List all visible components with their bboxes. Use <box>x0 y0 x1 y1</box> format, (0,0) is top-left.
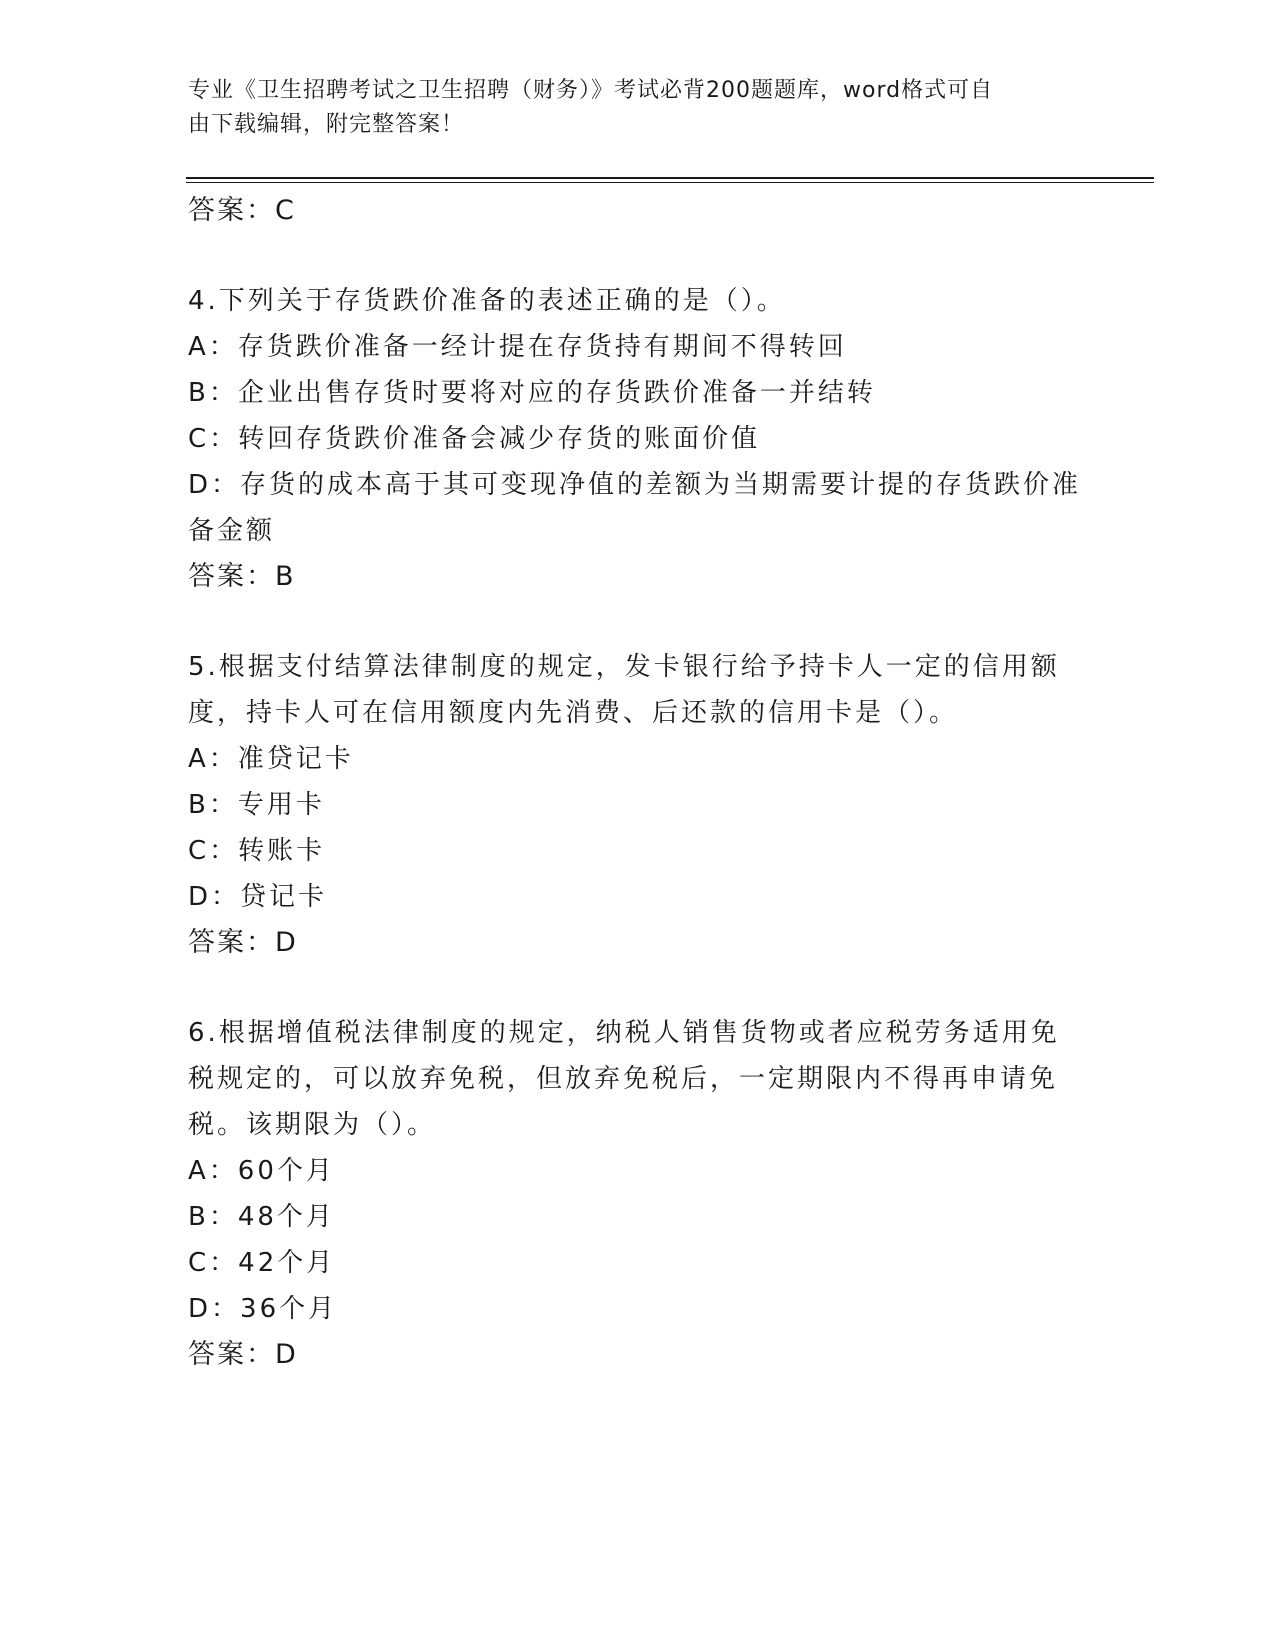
question-stem: 4.下列关于存货跌价准备的表述正确的是（）。 <box>188 286 786 316</box>
header-divider-thick <box>186 177 1154 179</box>
option-a: A：存货跌价准备一经计提在存货持有期间不得转回 <box>188 332 847 362</box>
option-d: D：36个月 <box>188 1294 338 1324</box>
option-c: C：转账卡 <box>188 836 326 866</box>
option-b: B：企业出售存货时要将对应的存货跌价准备一并结转 <box>188 378 876 408</box>
option-d-continued: 备金额 <box>188 516 276 546</box>
option-b: B：专用卡 <box>188 790 325 820</box>
previous-answer: 答案：C <box>188 195 296 226</box>
option-d: D：存货的成本高于其可变现净值的差额为当期需要计提的存货跌价准 <box>188 470 1082 500</box>
question-stem: 6.根据增值税法律制度的规定，纳税人销售货物或者应税劳务适用免 <box>188 1018 1060 1048</box>
option-b: B：48个月 <box>188 1202 335 1232</box>
spacer <box>188 966 1088 1010</box>
question-stem: 5.根据支付结算法律制度的规定，发卡银行给予持卡人一定的信用额 <box>188 652 1060 682</box>
answer: 答案：D <box>188 1339 298 1370</box>
question-stem-continued: 度，持卡人可在信用额度内先消费、后还款的信用卡是（）。 <box>188 698 959 728</box>
question-stem-continued: 税。该期限为（）。 <box>188 1110 437 1140</box>
option-c: C：转回存货跌价准备会减少存货的账面价值 <box>188 424 761 454</box>
question-6 <box>188 1010 1088 1378</box>
option-a: A：60个月 <box>188 1156 335 1186</box>
question-stem-continued: 税规定的，可以放弃免税，但放弃免税后，一定期限内不得再申请免 <box>188 1064 1059 1094</box>
question-4 <box>188 278 1088 600</box>
option-c: C：42个月 <box>188 1248 336 1278</box>
option-d: D：贷记卡 <box>188 882 328 912</box>
spacer <box>188 600 1088 644</box>
header-divider-thin <box>186 182 1154 183</box>
question-5 <box>188 644 1088 966</box>
answer: 答案：D <box>188 927 298 958</box>
option-a: A：准贷记卡 <box>188 744 354 774</box>
header-line-2: 由下载编辑，附完整答案！ <box>188 112 465 137</box>
header-line-1: 专业《卫生招聘考试之卫生招聘（财务）》考试必背200题题库，word格式可自 <box>188 78 994 103</box>
question-list <box>188 188 1088 1378</box>
spacer <box>188 234 1088 278</box>
answer: 答案：B <box>188 561 296 592</box>
document-header <box>188 74 1068 142</box>
